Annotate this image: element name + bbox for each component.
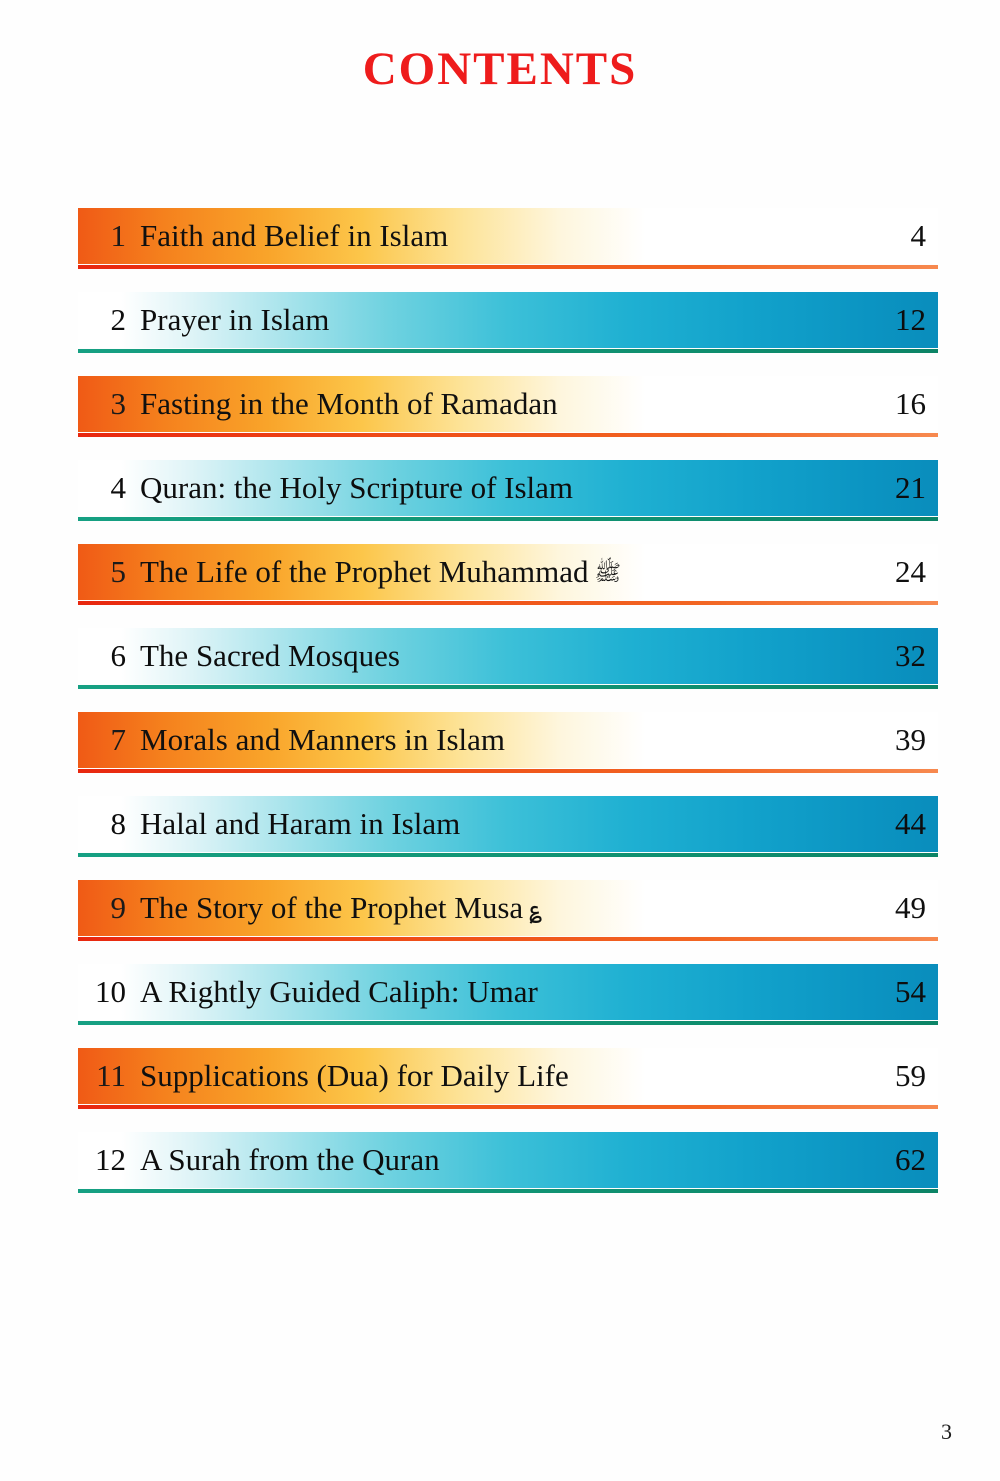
toc-entry-title-text: The Life of the Prophet Muhammad <box>140 554 589 589</box>
page-title: CONTENTS <box>362 43 638 95</box>
toc-entry-page-number: 62 <box>895 1142 926 1177</box>
toc-entry-underline <box>78 433 938 437</box>
toc-entry-page-number: 24 <box>895 554 926 589</box>
toc-entry-title <box>140 722 864 758</box>
toc-entry-title <box>140 218 864 254</box>
toc-entry-underline <box>78 517 938 521</box>
toc-entry-underline <box>78 1105 938 1109</box>
toc-entry-number: 3 <box>110 386 126 421</box>
toc-entry-title <box>140 1058 864 1094</box>
toc-entry-underline <box>78 853 938 857</box>
toc-entry-title-text: Supplications (Dua) for Daily Life <box>140 1058 569 1093</box>
toc-entry-title-text: Halal and Haram in Islam <box>140 806 461 841</box>
toc-entry-number: 2 <box>110 302 126 337</box>
toc-entry[interactable] <box>78 208 938 264</box>
toc-entry-number: 5 <box>110 554 126 589</box>
toc-entry-page-number: 4 <box>910 218 926 253</box>
toc-entry-title-text: The Story of the Prophet Musa <box>140 890 524 925</box>
toc-entry-page-number: 44 <box>895 806 926 841</box>
toc-entry-number: 7 <box>110 722 126 757</box>
toc-entry-title <box>140 386 864 422</box>
toc-entry-title <box>140 890 864 926</box>
toc-entry-page-number: 54 <box>895 974 926 1009</box>
toc-entry-underline <box>78 349 938 353</box>
toc-entry-underline <box>78 265 938 269</box>
toc-entry[interactable] <box>78 460 938 516</box>
toc-entry-title <box>140 470 864 506</box>
toc-entry-underline <box>78 1021 938 1025</box>
toc-entry-title-text: The Sacred Mosques <box>140 638 400 673</box>
toc-entry-underline <box>78 1189 938 1193</box>
toc-entry-page-number: 39 <box>895 722 926 757</box>
toc-entry-underline <box>78 601 938 605</box>
toc-entry-title <box>140 806 864 842</box>
toc-entry-underline <box>78 769 938 773</box>
toc-entry[interactable] <box>78 628 938 684</box>
toc-entry[interactable] <box>78 796 938 852</box>
toc-entry-title <box>140 554 864 590</box>
toc-entry[interactable] <box>78 880 938 936</box>
toc-entry-title-text: Fasting in the Month of Ramadan <box>140 386 558 421</box>
toc-entry-page-number: 16 <box>895 386 926 421</box>
toc-entry-page-number: 49 <box>895 890 926 925</box>
toc-entry-title <box>140 638 864 674</box>
toc-entry-underline <box>78 937 938 941</box>
toc-entry-number: 10 <box>95 974 126 1009</box>
toc-entry-underline <box>78 685 938 689</box>
honorific-symbol-icon: ؏ <box>529 897 543 922</box>
page-number: 3 <box>941 1419 952 1444</box>
toc-entry-title-text: Faith and Belief in Islam <box>140 218 449 253</box>
toc-entry-title <box>140 302 864 338</box>
toc-entry-title-text: A Surah from the Quran <box>140 1142 440 1177</box>
toc-entry-number: 4 <box>110 470 126 505</box>
toc-entry-title <box>140 974 864 1010</box>
toc-entry-page-number: 12 <box>895 302 926 337</box>
toc-entry-number: 9 <box>110 890 126 925</box>
toc-entry-number: 12 <box>95 1142 126 1177</box>
toc-entry-title-text: Quran: the Holy Scripture of Islam <box>140 470 574 505</box>
table-of-contents <box>78 208 938 1216</box>
toc-entry-title-text: A Rightly Guided Caliph: Umar <box>140 974 538 1009</box>
toc-entry-page-number: 21 <box>895 470 926 505</box>
toc-entry[interactable] <box>78 292 938 348</box>
honorific-symbol-icon: ﷺ <box>594 561 622 586</box>
toc-entry-page-number: 59 <box>895 1058 926 1093</box>
toc-entry[interactable] <box>78 544 938 600</box>
toc-entry-title-text: Prayer in Islam <box>140 302 330 337</box>
toc-entry-number: 11 <box>96 1058 126 1093</box>
toc-entry[interactable] <box>78 1132 938 1188</box>
toc-entry[interactable] <box>78 376 938 432</box>
toc-entry[interactable] <box>78 1048 938 1104</box>
toc-entry[interactable] <box>78 712 938 768</box>
toc-entry-title <box>140 1142 864 1178</box>
toc-entry-number: 1 <box>110 218 126 253</box>
toc-entry-page-number: 32 <box>895 638 926 673</box>
toc-entry[interactable] <box>78 964 938 1020</box>
toc-entry-number: 8 <box>110 806 126 841</box>
toc-entry-number: 6 <box>110 638 126 673</box>
toc-entry-title-text: Morals and Manners in Islam <box>140 722 506 757</box>
